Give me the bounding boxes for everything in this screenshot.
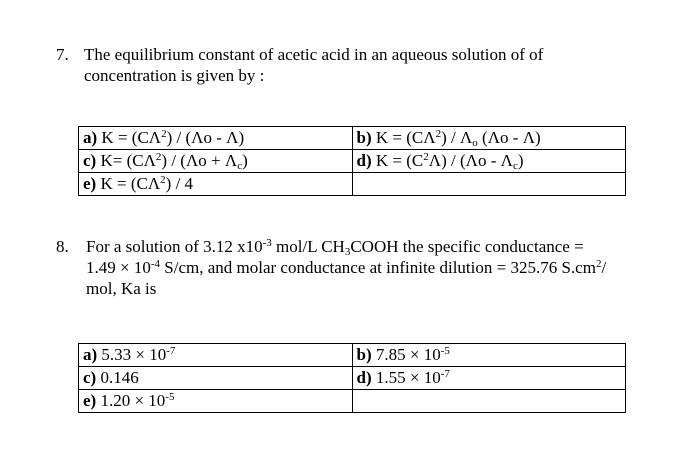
option-b[interactable]: b) $7.85 \times 10^{-5}$ [352, 344, 626, 367]
option-e[interactable]: e) $1.20 \times 10^{-5}$ [79, 390, 353, 413]
options-row [79, 390, 626, 413]
option-label: a) [83, 127, 98, 147]
option-label: e) [83, 173, 97, 193]
option-label: a) [83, 344, 98, 364]
question-8-text-line-1: For a solution of 3.12 $x10^{-3}$ mol/L $CH_3COOH$ the specific conductance = [86, 237, 584, 258]
option-label: b) [356, 344, 372, 364]
options-row [79, 150, 626, 173]
option-c[interactable]: c) 0.146 [79, 367, 353, 390]
options-row [79, 127, 626, 150]
question-7-text-line-1: The equilibrium constant of acetic acid in an aqueous solution of of [84, 45, 544, 64]
question-8-text-line-3: mol, Ka is [86, 279, 157, 298]
question-7-line-1 [56, 44, 668, 65]
question-7-text-line-2: concentration is given by : [84, 66, 265, 85]
options-row [79, 344, 626, 367]
question-7-number: 7. [56, 45, 69, 64]
option-label: d) [356, 150, 372, 170]
options-row [79, 367, 626, 390]
option-b[interactable]: b) $K = (C\Lambda^2) / \Lambda_o$ (Λo - Λ) [352, 127, 626, 150]
question-7-line-2 [56, 65, 668, 86]
question-8-line-3 [56, 278, 668, 299]
question-7 [56, 44, 668, 86]
question-8 [56, 236, 668, 299]
option-c[interactable]: c) $K= (C\Lambda^2) / (\Lambda o + \Lambda_c)$ [79, 150, 353, 173]
empty-cell [352, 390, 626, 413]
question-8-line-1 [56, 236, 668, 257]
question-8-number: 8. [56, 237, 69, 256]
question-8-text-line-2: $1.49 \times 10^{-4}$ S/cm, and molar conductance at infinite dilution = 325.76 $S.cm^2/$ [86, 258, 607, 277]
option-label: c) [83, 367, 97, 387]
option-label: c) [83, 150, 97, 170]
option-e[interactable]: e) $K = (C\Lambda^2) / 4$ [79, 173, 353, 196]
option-d[interactable]: d) $1.55 \times 10^{-7}$ [352, 367, 626, 390]
options-row [79, 173, 626, 196]
option-label: b) [356, 127, 372, 147]
question-8-options-table [78, 343, 626, 413]
empty-cell [352, 173, 626, 196]
option-d[interactable]: d) $K = (C^2\Lambda) / (\Lambda o - \Lambda_c)$ [352, 150, 626, 173]
option-a[interactable]: a) $5.33 \times 10^{-7}$ [79, 344, 353, 367]
option-label: d) [356, 367, 372, 387]
question-7-options-table [78, 126, 626, 196]
option-a[interactable]: a) $K = (C\Lambda^2) / (\Lambda o - \Lambda)$ [79, 127, 353, 150]
question-8-line-2 [56, 257, 668, 278]
option-label: e) [83, 390, 97, 410]
